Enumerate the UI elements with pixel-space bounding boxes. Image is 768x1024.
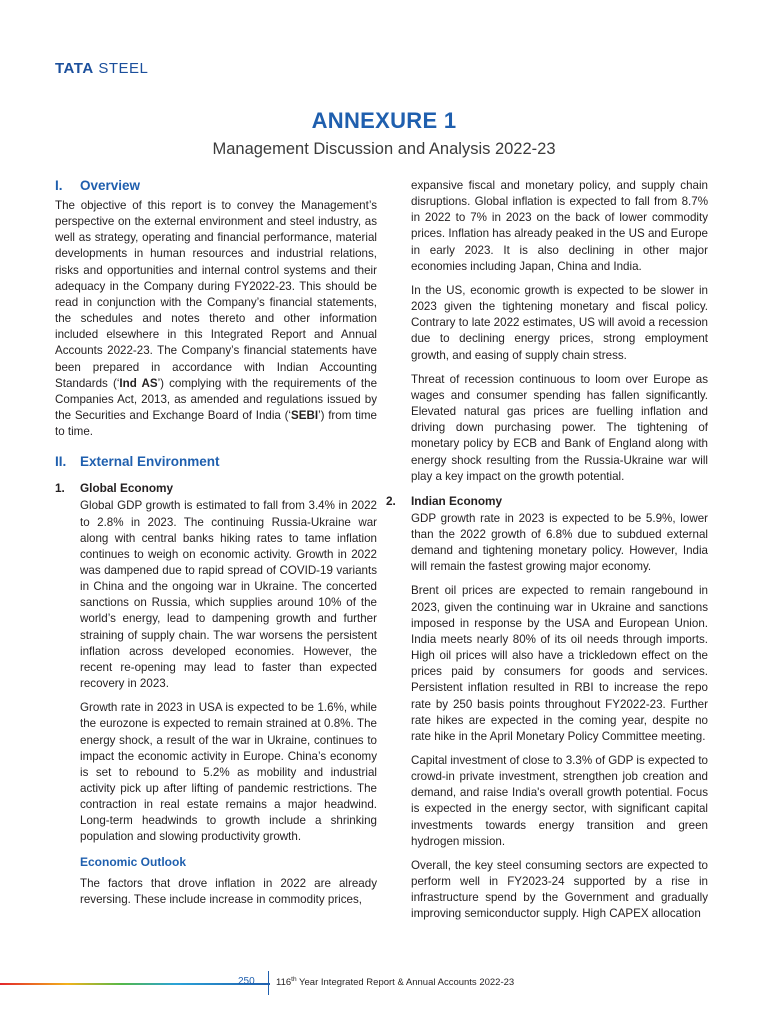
indian-economy-paragraph-4: Overall, the key steel consuming sectors are expected to perform well in FY2023-24 supported by a rise in infrastructure spend by the Government and gradually improving semiconductor supply. High CAPEX allocation	[411, 858, 708, 921]
subsection-title: Global Economy	[80, 481, 174, 496]
report-title-text: Year Integrated Report & Annual Accounts 2022-23	[296, 977, 515, 989]
text-run: ’) from time to time.	[55, 409, 378, 439]
right-column	[386, 178, 708, 923]
left-column	[55, 178, 377, 908]
indian-economy-paragraph-3: Capital investment of close to 3.3% of GDP is expected to crowd-in private investment, strengthen job creation and demand, and raise India's overall growth potential. Focus is expected in the energy sector, with significant capital investments towards energy transition and green hydrogen mission.	[411, 754, 708, 848]
subsection-number: 2.	[386, 493, 396, 508]
inflation-paragraph: expansive fiscal and monetary policy, and supply chain disruptions. Global inflation is expected to fall from 8.7% in 2022 to 7% in 2023 on the back of lower commodity prices. Inflation has already peaked in the US and Europe in early 2023. It is also declining in other major economies including Japan, China and India.	[411, 179, 708, 273]
section-number: II.	[55, 454, 67, 470]
logo-brand-bold: TATA	[55, 60, 94, 77]
global-economy-paragraph-2: Growth rate in 2023 in USA is expected to be 1.6%, while the eurozone is expected to remain strained at 0.8%. The energy shock, a result of the war in Ukraine, continues to impact the economic activity in Europe. China’s economy is set to rebound to 5.2% as mobility and industrial activity pick up after lifting of pandemic restrictions. The contraction in real estate remains a major headwind. Long-term headwinds to growth include a shrinking population and slowing productivity growth.	[80, 701, 377, 844]
indian-economy-paragraph-2: Brent oil prices are expected to remain rangebound in 2023, given the continuing war in Ukraine and sanctions imposed in response by the USA and European Union. India meets nearly 80% of its oil needs through imports. High oil prices will also have a trickledown effect on the prices paid by consumers for goods and services. Persistent inflation resulted in RBI to increase the repo rate by 250 basis points throughout FY2022-23. Further rate hikes are expected in the coming year, despite no rate hike in the April Monetary Policy Committee meeting.	[411, 584, 708, 743]
economic-outlook-paragraph: The factors that drove inflation in 2022 are already reversing. These include increase in commodity prices,	[80, 876, 377, 906]
sebi-term: SEBI	[291, 409, 319, 423]
subheading-indian-economy	[386, 493, 708, 511]
section-title: External Environment	[80, 454, 220, 470]
section-number: I.	[55, 178, 63, 193]
page-subtitle: Management Discussion and Analysis 2022-23	[212, 140, 556, 158]
section-heading-overview	[55, 178, 377, 198]
section-title: Overview	[80, 178, 141, 193]
page-title-block	[0, 108, 768, 159]
edition-number: 116	[276, 977, 292, 989]
subheading-global-economy	[55, 480, 377, 498]
subsection-title: Indian Economy	[411, 493, 503, 508]
text-run: ’) complying with the requirements of the Companies Act, 2013, as amended and regulations issued by the Securities and Exchange Board of India (‘	[55, 376, 378, 423]
ind-as-term: Ind AS	[119, 376, 158, 390]
page-number: 250	[238, 976, 255, 987]
indian-economy-paragraph-1: GDP growth rate in 2023 is expected to be 5.9%, lower than the 2022 growth of 6.8% due to subdued external demand and tightening monetary policy. However, India will remain the fastest growing major economy.	[411, 511, 708, 574]
subsection-number: 1.	[55, 481, 65, 496]
edition-suffix: th	[291, 976, 297, 983]
europe-recession-paragraph: Threat of recession continuous to loom over Europe as wages and consumer spending has fallen significantly. Elevated natural gas prices are fuelling inflation and driving down purchasing power. The tightening of monetary policy by ECB and Bank of England along with energy shock resulting from the Russia-Ukraine war will play a key impact on the growth potential.	[411, 372, 708, 483]
overview-paragraph	[55, 198, 377, 440]
us-growth-paragraph: In the US, economic growth is expected to be slower in 2023 given the tightening monetary and fiscal policy. Contrary to late 2022 estimates, US will avoid a recession due to declining energy prices, strong employment growth, and easing of supply chain stress.	[411, 283, 708, 362]
footer-color-rule	[0, 983, 270, 985]
global-economy-paragraph-1: Global GDP growth is estimated to fall from 3.4% in 2022 to 2.8% in 2023. The continuing Russia-Ukraine war along with central banks hiking rates to tame inflation continues to weigh on economic activity. Growth in 2022 was dampened due to rapid spread of COVID-19 variants in China and the ongoing war in Ukraine. The concerted sanctions on Russia, which supplies around 10% of the world’s energy, lead to dampening growth and further straining of supply chain. The war worsens the persistent inflation across developed economies. However, the recent re-opening may lead to faster than expected recovery in 2023.	[80, 499, 377, 691]
footer-report-title	[276, 976, 514, 988]
annexure-title: ANNEXURE 1	[311, 108, 457, 133]
economic-outlook-heading: Economic Outlook	[80, 854, 187, 869]
tata-steel-logo	[55, 60, 148, 77]
footer-divider	[268, 971, 269, 995]
section-heading-external-environment	[55, 454, 377, 474]
logo-brand-rest: STEEL	[93, 60, 149, 77]
text-run: The objective of this report is to convey the Management’s perspective on the external environment and steel industry, as well as strategy, operating and financial performance, material developments in human resources and industrial relations, risks and opportunities and internal control systems and their adequacy in the Company during FY2022-23. This should be read in conjunction with the Company’s financial statements, the schedules and notes thereto and other information included elsewhere in this Integrated Report and Annual Accounts 2022-23. The Company’s financial statements have been prepared in accordance with Indian Accounting Standards (‘	[55, 199, 377, 390]
page-footer	[0, 970, 768, 1000]
